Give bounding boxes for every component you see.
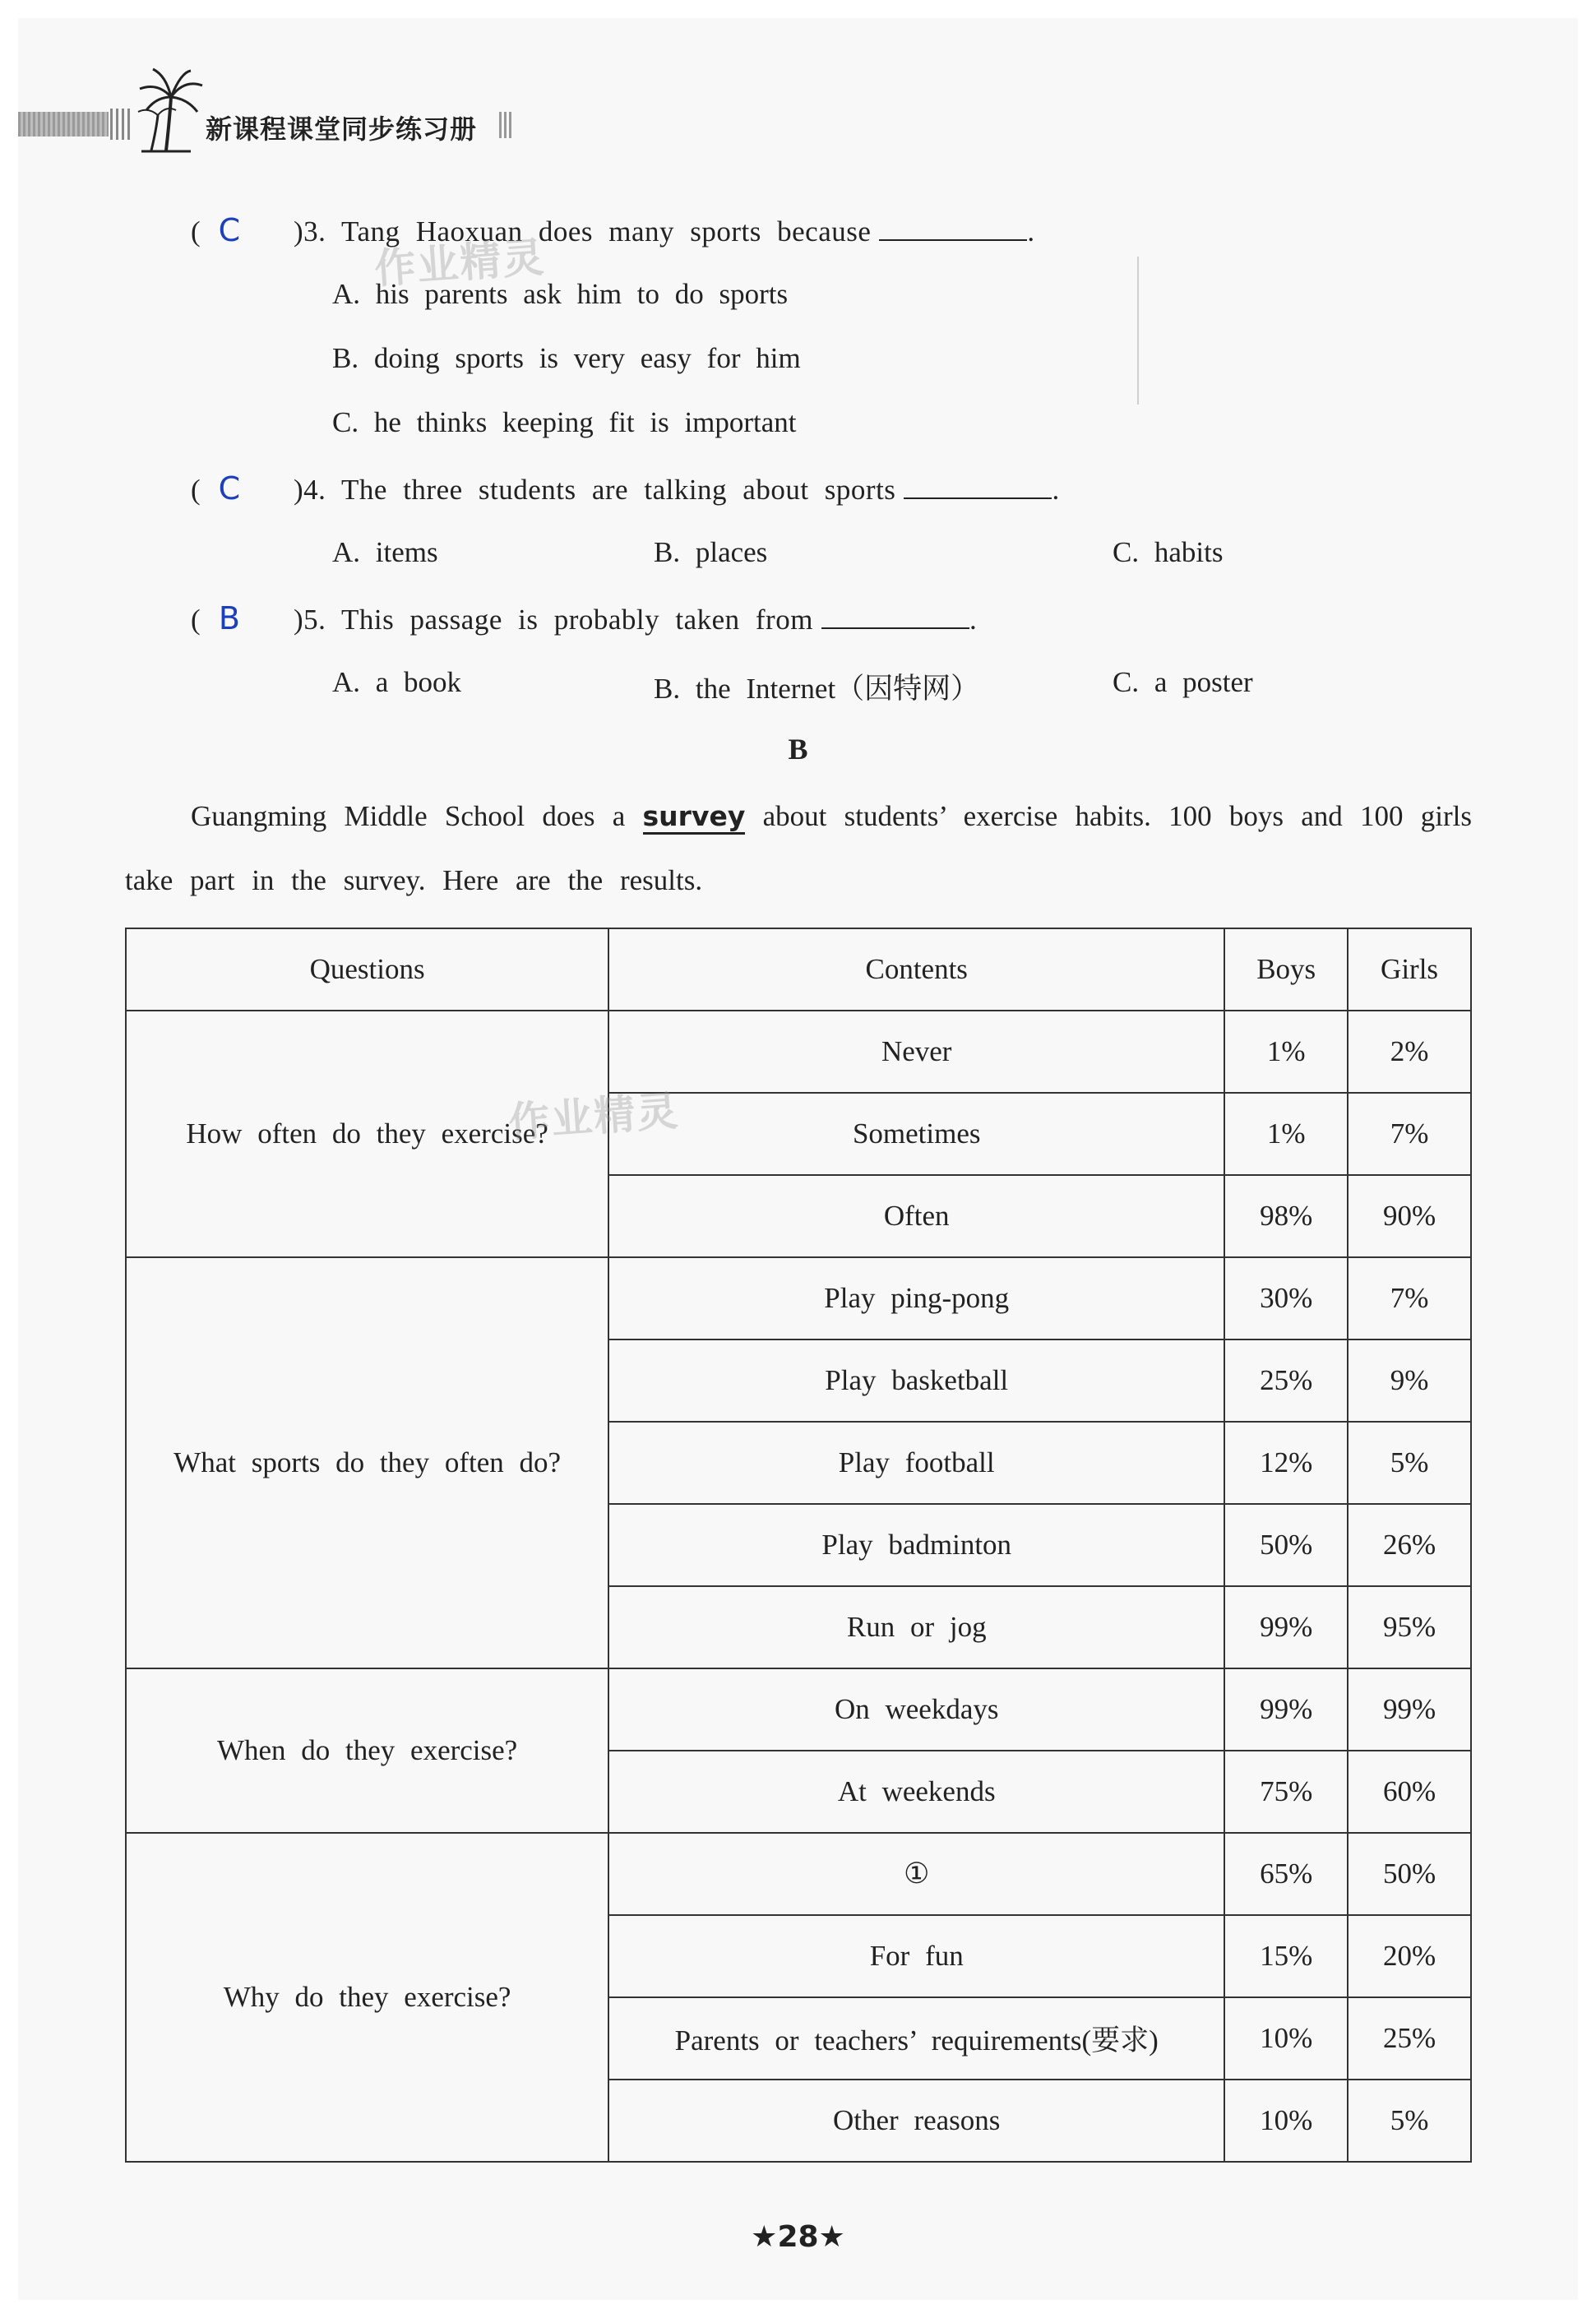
girls-cell: 20% xyxy=(1348,1915,1471,1997)
scan-artifact-line xyxy=(1137,257,1139,405)
answer-blank[interactable] xyxy=(904,474,1052,499)
content-cell: On weekdays xyxy=(608,1668,1224,1751)
content-cell: Play badminton xyxy=(608,1504,1224,1586)
question-end: . xyxy=(969,604,978,636)
header-stripes-decoration xyxy=(110,109,133,140)
boys-cell: 99% xyxy=(1224,1586,1348,1668)
section-b-intro xyxy=(125,784,1472,913)
answer-mark: B xyxy=(218,600,241,636)
option-c[interactable]: C. habits xyxy=(1113,536,1224,568)
question-3 xyxy=(191,212,1035,248)
girls-cell: 25% xyxy=(1348,1997,1471,2080)
boys-cell: 10% xyxy=(1224,1997,1348,2080)
column-header-questions: Questions xyxy=(126,928,608,1011)
question-end: . xyxy=(1052,474,1060,506)
answer-mark: C xyxy=(218,470,241,507)
table-header-row xyxy=(126,928,1471,1011)
page-number: ★28★ xyxy=(751,2220,845,2254)
question-number: )4. xyxy=(294,474,326,506)
girls-cell: 7% xyxy=(1348,1093,1471,1175)
boys-cell: 99% xyxy=(1224,1668,1348,1751)
option-b[interactable]: B. places xyxy=(654,536,768,568)
boys-cell: 25% xyxy=(1224,1339,1348,1422)
option-c[interactable]: C. he thinks keeping fit is important xyxy=(332,406,797,438)
content-cell[interactable]: ① xyxy=(608,1833,1224,1915)
boys-cell: 1% xyxy=(1224,1011,1348,1093)
boys-cell: 15% xyxy=(1224,1915,1348,1997)
answer-blank[interactable] xyxy=(879,216,1027,241)
intro-keyword: survey xyxy=(643,800,746,835)
content-cell: Sometimes xyxy=(608,1093,1224,1175)
content-cell: Parents or teachers’ requirements(要求) xyxy=(608,1997,1224,2080)
question-5 xyxy=(191,600,977,636)
header-end-decoration xyxy=(499,112,512,138)
girls-cell: 5% xyxy=(1348,1422,1471,1504)
content-cell: Other reasons xyxy=(608,2080,1224,2162)
option-c[interactable]: C. a poster xyxy=(1113,666,1253,698)
question-cell: How often do they exercise? xyxy=(126,1011,608,1257)
answer-mark: C xyxy=(218,212,241,248)
girls-cell: 95% xyxy=(1348,1586,1471,1668)
content-cell: Play football xyxy=(608,1422,1224,1504)
girls-cell: 50% xyxy=(1348,1833,1471,1915)
answer-bracket: ( C xyxy=(191,212,294,248)
content-cell: At weekends xyxy=(608,1751,1224,1833)
girls-cell: 26% xyxy=(1348,1504,1471,1586)
column-header-boys: Boys xyxy=(1224,928,1348,1011)
table-row xyxy=(126,1257,1471,1339)
option-b[interactable]: B. doing sports is very easy for him xyxy=(332,342,801,374)
answer-blank[interactable] xyxy=(821,604,969,629)
girls-cell: 7% xyxy=(1348,1257,1471,1339)
option-a[interactable]: A. his parents ask him to do sports xyxy=(332,278,789,310)
question-cell: Why do they exercise? xyxy=(126,1833,608,2162)
answer-bracket: ( B xyxy=(191,600,294,636)
header-title: 新课程课堂同步练习册 xyxy=(206,113,478,145)
intro-text-before: Guangming Middle School does a xyxy=(191,800,626,832)
watermark: 作业精灵 xyxy=(372,233,548,294)
column-header-contents: Contents xyxy=(608,928,1224,1011)
boys-cell: 12% xyxy=(1224,1422,1348,1504)
palm-tree-icon xyxy=(133,64,207,155)
column-header-girls: Girls xyxy=(1348,928,1471,1011)
question-text: This passage is probably taken from xyxy=(341,604,813,636)
content-cell: Never xyxy=(608,1011,1224,1093)
boys-cell: 1% xyxy=(1224,1093,1348,1175)
option-a[interactable]: A. items xyxy=(332,536,438,568)
question-text: The three students are talking about sports xyxy=(341,474,896,506)
table-row xyxy=(126,1833,1471,1915)
question-end: . xyxy=(1027,215,1035,248)
question-cell: When do they exercise? xyxy=(126,1668,608,1833)
content-cell: Play basketball xyxy=(608,1339,1224,1422)
content-cell: Run or jog xyxy=(608,1586,1224,1668)
girls-cell: 5% xyxy=(1348,2080,1471,2162)
girls-cell: 99% xyxy=(1348,1668,1471,1751)
table-row xyxy=(126,1011,1471,1093)
girls-cell: 2% xyxy=(1348,1011,1471,1093)
boys-cell: 75% xyxy=(1224,1751,1348,1833)
intro-text-after: about students’ exercise habits. 100 boys and 100 girls take part in the survey. Here are the results. xyxy=(125,800,1473,896)
page-header xyxy=(18,97,511,155)
question-number: )3. xyxy=(294,215,326,248)
header-bar-decoration xyxy=(18,112,109,136)
option-b[interactable]: B. the Internet（因特网） xyxy=(654,673,980,705)
question-cell: What sports do they often do? xyxy=(126,1257,608,1668)
content-cell: Play ping-pong xyxy=(608,1257,1224,1339)
section-b-heading: B xyxy=(788,733,808,766)
boys-cell: 50% xyxy=(1224,1504,1348,1586)
girls-cell: 90% xyxy=(1348,1175,1471,1257)
survey-table xyxy=(125,928,1472,2163)
boys-cell: 98% xyxy=(1224,1175,1348,1257)
answer-bracket: ( C xyxy=(191,470,294,507)
question-4 xyxy=(191,470,1060,507)
question-number: )5. xyxy=(294,604,326,636)
boys-cell: 65% xyxy=(1224,1833,1348,1915)
boys-cell: 30% xyxy=(1224,1257,1348,1339)
girls-cell: 60% xyxy=(1348,1751,1471,1833)
watermark: 作业精灵 xyxy=(507,1086,682,1147)
boys-cell: 10% xyxy=(1224,2080,1348,2162)
question-text: Tang Haoxuan does many sports because xyxy=(341,215,872,248)
option-a[interactable]: A. a book xyxy=(332,666,462,698)
girls-cell: 9% xyxy=(1348,1339,1471,1422)
content-cell: For fun xyxy=(608,1915,1224,1997)
content-cell: Often xyxy=(608,1175,1224,1257)
table-row xyxy=(126,1668,1471,1751)
